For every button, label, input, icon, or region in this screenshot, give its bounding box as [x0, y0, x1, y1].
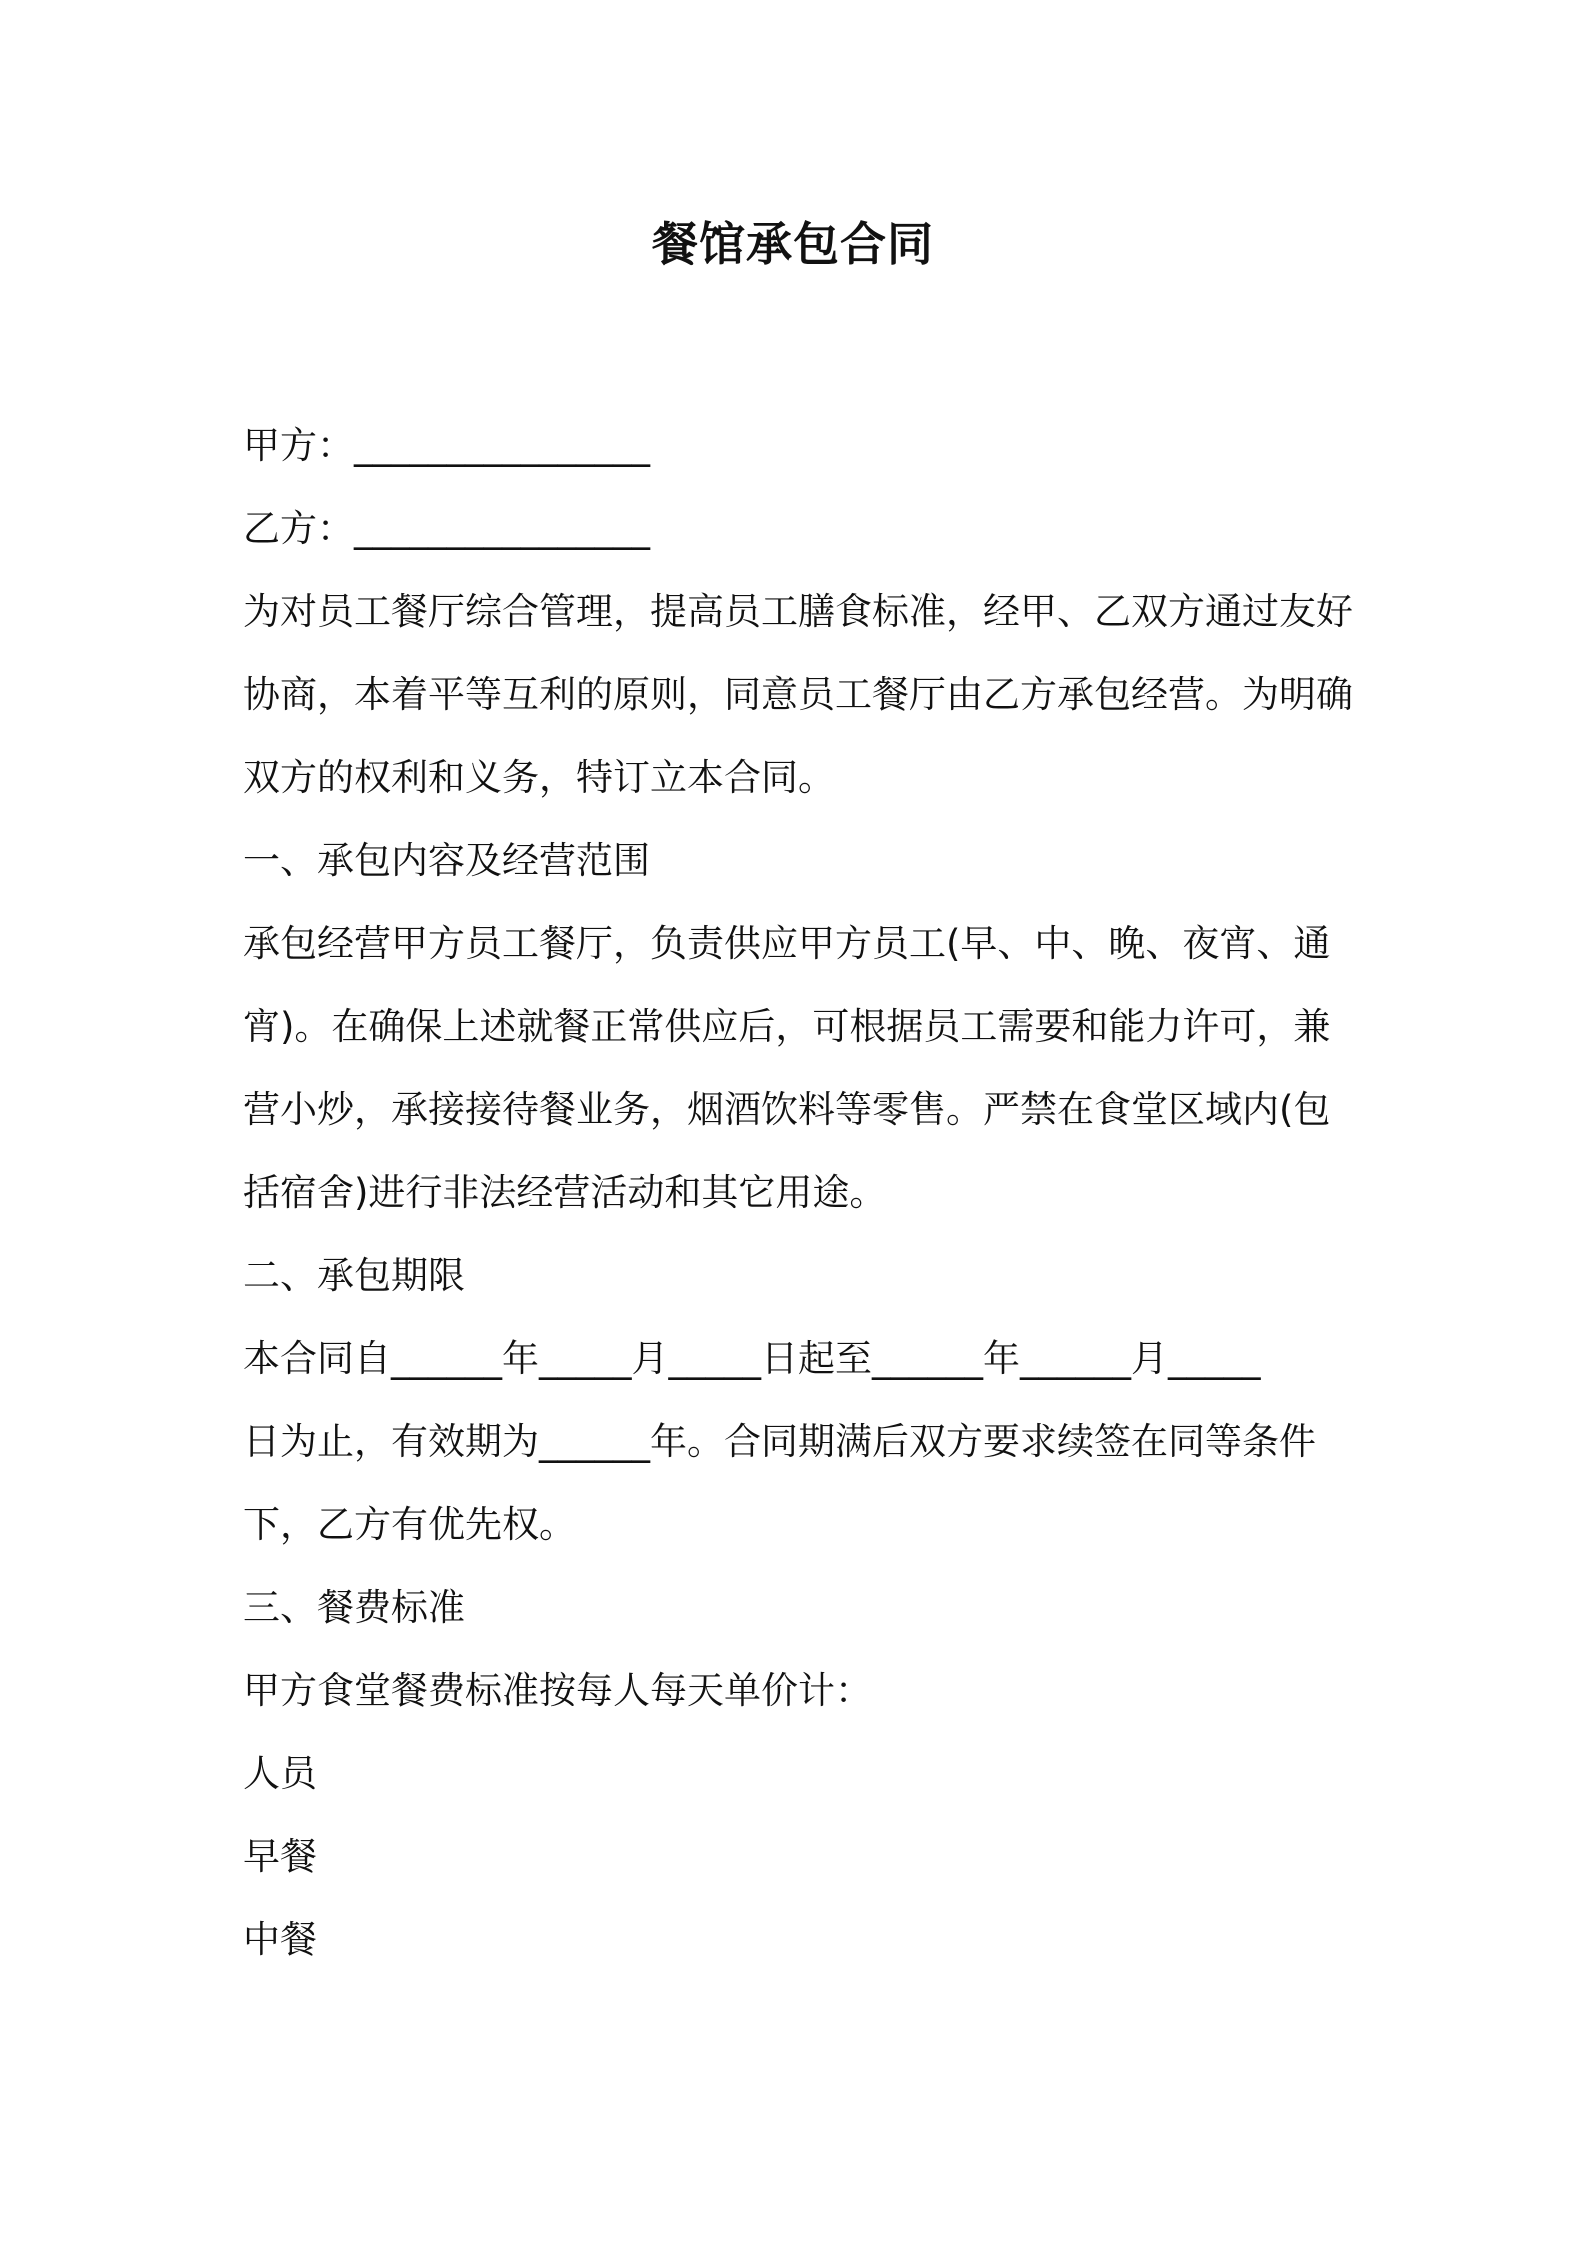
section-2-line-3: 下，乙方有优先权。 — [243, 1503, 576, 1546]
section-3-line-1: 甲方食堂餐费标准按每人每天单价计： — [243, 1669, 872, 1712]
section-2-line-2: 日为止，有效期为______年。合同期满后双方要求续签在同等条件 — [243, 1420, 1316, 1463]
section-heading-3: 三、餐费标准 — [243, 1586, 465, 1629]
section-1-line-1: 承包经营甲方员工餐厅，负责供应甲方员工(早、中、晚、夜宵、通 — [243, 922, 1331, 965]
section-1-line-3: 营小炒，承接接待餐业务，烟酒饮料等零售。严禁在食堂区域内(包 — [243, 1088, 1331, 1131]
party-b-line: 乙方：________________ — [243, 507, 650, 550]
document-body — [243, 404, 1363, 1981]
table-label-personnel: 人员 — [243, 1752, 317, 1795]
section-1-line-2: 宵)。在确保上述就餐正常供应后，可根据员工需要和能力许可，兼 — [243, 1005, 1331, 1048]
preamble-line-1: 为对员工餐厅综合管理，提高员工膳食标准，经甲、乙双方通过友好 — [243, 590, 1353, 633]
table-label-lunch: 中餐 — [243, 1918, 317, 1961]
preamble-line-3: 双方的权利和义务，特订立本合同。 — [243, 756, 835, 799]
party-a-line: 甲方：________________ — [243, 424, 650, 467]
section-heading-2: 二、承包期限 — [243, 1254, 465, 1297]
table-label-breakfast: 早餐 — [243, 1835, 317, 1878]
document-title: 餐馆承包合同 — [652, 217, 934, 271]
section-1-line-4: 括宿舍)进行非法经营活动和其它用途。 — [243, 1171, 887, 1214]
section-2-line-1: 本合同自______年_____月_____日起至______年______月_____ — [243, 1337, 1261, 1380]
preamble-line-2: 协商，本着平等互利的原则，同意员工餐厅由乙方承包经营。为明确 — [243, 673, 1353, 716]
section-heading-1: 一、承包内容及经营范围 — [243, 839, 650, 882]
